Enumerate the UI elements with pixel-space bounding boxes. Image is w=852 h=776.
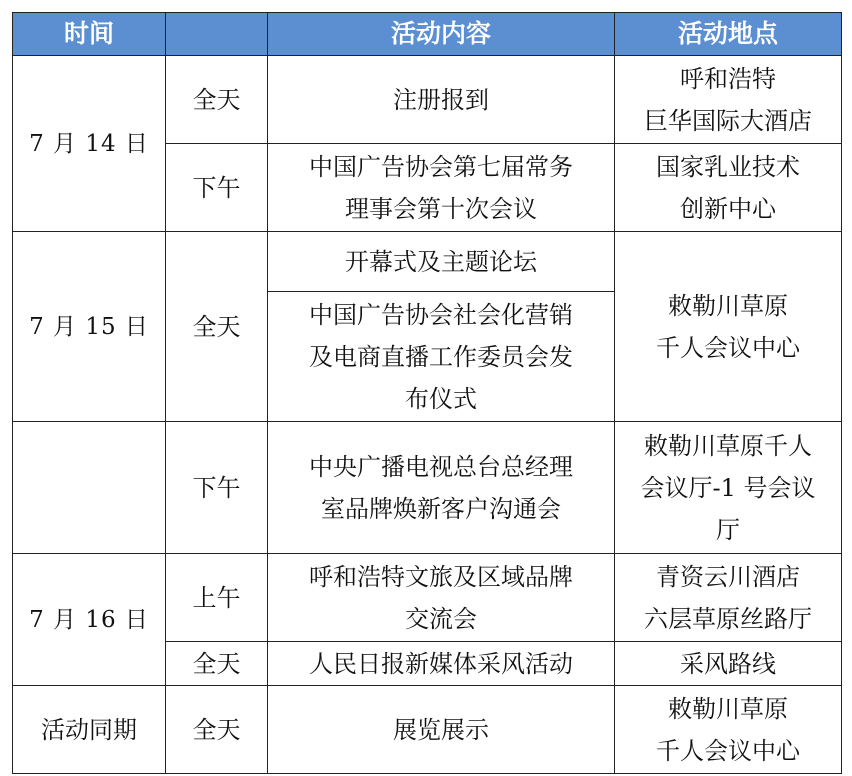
- table-row: [13, 56, 842, 144]
- content-cell: 开幕式及主题论坛: [268, 232, 615, 292]
- table-row: [13, 232, 842, 292]
- period-cell: 上午: [166, 554, 268, 642]
- header-location: 活动地点: [615, 13, 842, 56]
- date-cell: 7 月 16 日: [13, 554, 166, 686]
- content-cell: 中央广播电视总台总经理 室品牌焕新客户沟通会: [268, 422, 615, 554]
- header-period: [166, 13, 268, 56]
- location-cell: 青资云川酒店 六层草原丝路厅: [615, 554, 842, 642]
- period-cell: 全天: [166, 686, 268, 774]
- location-cell: 呼和浩特 巨华国际大酒店: [615, 56, 842, 144]
- content-cell: 注册报到: [268, 56, 615, 144]
- schedule-table: [12, 12, 842, 774]
- header-content: 活动内容: [268, 13, 615, 56]
- date-cell: 7 月 15 日: [13, 232, 166, 422]
- location-cell: 敕勒川草原 千人会议中心: [615, 232, 842, 422]
- header-time: 时间: [13, 13, 166, 56]
- table-row: [13, 686, 842, 774]
- period-cell: 下午: [166, 144, 268, 232]
- location-cell: 敕勒川草原千人 会议厅-1 号会议 厅: [615, 422, 842, 554]
- location-cell: 敕勒川草原 千人会议中心: [615, 686, 842, 774]
- content-cell: 中国广告协会第七届常务 理事会第十次会议: [268, 144, 615, 232]
- schedule-wrapper: [12, 12, 842, 774]
- date-cell-empty: [13, 422, 166, 554]
- content-cell: 呼和浩特文旅及区域品牌 交流会: [268, 554, 615, 642]
- content-cell: 中国广告协会社会化营销 及电商直播工作委员会发 布仪式: [268, 292, 615, 422]
- date-cell: 7 月 14 日: [13, 56, 166, 232]
- location-cell: 国家乳业技术 创新中心: [615, 144, 842, 232]
- header-row: [13, 13, 842, 56]
- period-cell: 全天: [166, 56, 268, 144]
- period-cell: 下午: [166, 422, 268, 554]
- content-cell: 展览展示: [268, 686, 615, 774]
- period-cell: 全天: [166, 232, 268, 422]
- table-row: [13, 554, 842, 642]
- period-cell: 全天: [166, 642, 268, 686]
- content-cell: 人民日报新媒体采风活动: [268, 642, 615, 686]
- date-cell: 活动同期: [13, 686, 166, 774]
- table-row: [13, 422, 842, 554]
- location-cell: 采风路线: [615, 642, 842, 686]
